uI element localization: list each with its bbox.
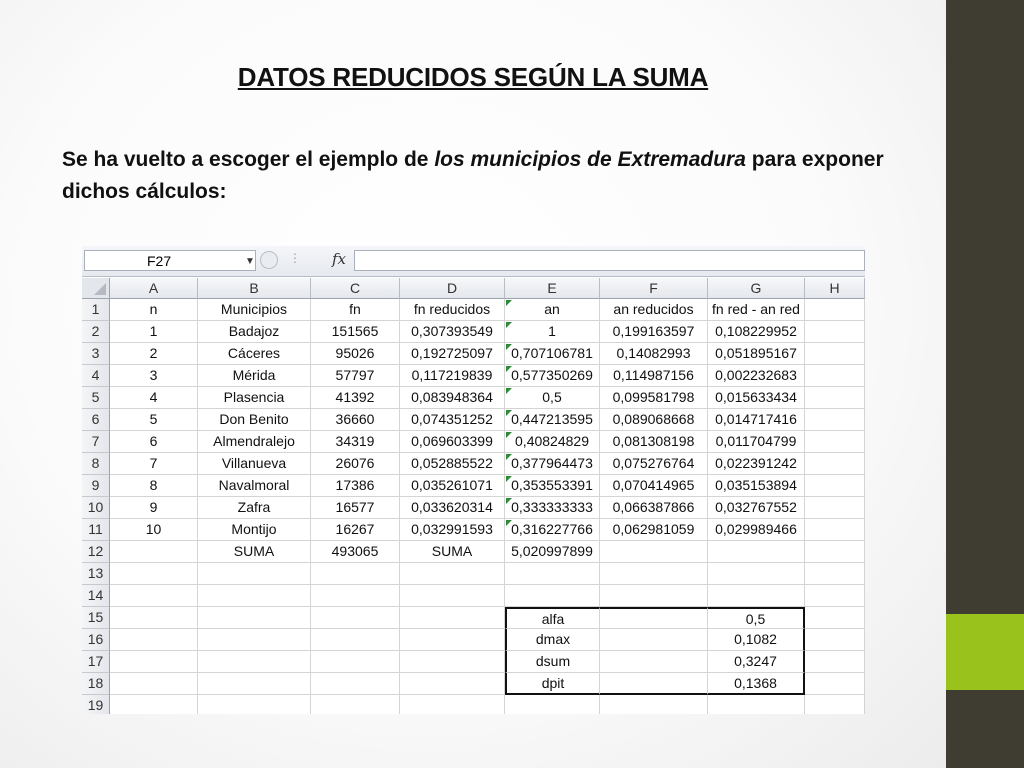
cell-e10[interactable]: 0,333333333 xyxy=(505,497,600,519)
cell-d8[interactable]: 0,052885522 xyxy=(400,453,505,475)
cell-f16[interactable] xyxy=(600,629,708,651)
cell-b9[interactable]: Navalmoral xyxy=(198,475,311,497)
error-indicator-icon xyxy=(506,388,512,394)
row-header[interactable]: 5 xyxy=(82,387,110,409)
cell-c19[interactable] xyxy=(311,695,400,714)
name-box-value: F27 xyxy=(147,253,172,269)
table-row xyxy=(82,673,865,695)
column-header-row xyxy=(82,278,865,299)
error-indicator-icon xyxy=(506,410,512,416)
resize-dots-icon: ⋮ xyxy=(289,251,301,265)
column-header-h[interactable]: H xyxy=(805,278,865,299)
row-header[interactable]: 3 xyxy=(82,343,110,365)
formula-bar xyxy=(82,246,865,277)
column-header-f[interactable]: F xyxy=(600,278,708,299)
cell-c12[interactable]: 493065 xyxy=(311,541,400,563)
insert-function-icon[interactable]: fx xyxy=(332,250,347,268)
row-header[interactable]: 7 xyxy=(82,431,110,453)
cell-b15[interactable] xyxy=(198,607,311,629)
cell-c6[interactable]: 36660 xyxy=(311,409,400,431)
table-row xyxy=(82,343,865,365)
cell-a1[interactable]: n xyxy=(110,299,198,321)
cell-d5[interactable]: 0,083948364 xyxy=(400,387,505,409)
error-indicator-icon xyxy=(506,454,512,460)
cell-c8[interactable]: 26076 xyxy=(311,453,400,475)
row-header[interactable]: 4 xyxy=(82,365,110,387)
cell-e7[interactable]: 0,40824829 xyxy=(505,431,600,453)
cell-h16[interactable] xyxy=(805,629,865,651)
cell-g11[interactable]: 0,029989466 xyxy=(708,519,805,541)
row-header[interactable]: 13 xyxy=(82,563,110,585)
cell-d18[interactable] xyxy=(400,673,505,695)
cell-b17[interactable] xyxy=(198,651,311,673)
cell-a5[interactable]: 4 xyxy=(110,387,198,409)
slide-sidebar-accent xyxy=(946,614,1024,690)
cell-h1[interactable] xyxy=(805,299,865,321)
row-header[interactable]: 9 xyxy=(82,475,110,497)
intro-text-start: Se ha vuelto a escoger el ejemplo de xyxy=(62,148,435,171)
cell-b7[interactable]: Almendralejo xyxy=(198,431,311,453)
cell-d2[interactable]: 0,307393549 xyxy=(400,321,505,343)
cell-e8[interactable]: 0,377964473 xyxy=(505,453,600,475)
cell-f19[interactable] xyxy=(600,695,708,714)
slide-intro-text xyxy=(62,144,892,208)
cell-h10[interactable] xyxy=(805,497,865,519)
column-header-a[interactable]: A xyxy=(110,278,198,299)
cell-a3[interactable]: 2 xyxy=(110,343,198,365)
cell-d4[interactable]: 0,117219839 xyxy=(400,365,505,387)
cell-e16[interactable]: dmax xyxy=(505,629,600,651)
cell-d7[interactable]: 0,069603399 xyxy=(400,431,505,453)
table-row xyxy=(82,431,865,453)
cell-e2[interactable]: 1 xyxy=(505,321,600,343)
cell-f18[interactable] xyxy=(600,673,708,695)
cell-g10[interactable]: 0,032767552 xyxy=(708,497,805,519)
cell-e1[interactable]: an xyxy=(505,299,600,321)
cell-h9[interactable] xyxy=(805,475,865,497)
cell-h5[interactable] xyxy=(805,387,865,409)
row-header[interactable]: 10 xyxy=(82,497,110,519)
row-header[interactable]: 6 xyxy=(82,409,110,431)
cell-g7[interactable]: 0,011704799 xyxy=(708,431,805,453)
cell-a10[interactable]: 9 xyxy=(110,497,198,519)
cell-b12[interactable]: SUMA xyxy=(198,541,311,563)
cell-d11[interactable]: 0,032991593 xyxy=(400,519,505,541)
row-header[interactable]: 19 xyxy=(82,695,110,714)
error-indicator-icon xyxy=(506,432,512,438)
cell-e12[interactable]: 5,020997899 xyxy=(505,541,600,563)
cell-c16[interactable] xyxy=(311,629,400,651)
cell-a16[interactable] xyxy=(110,629,198,651)
cell-e3[interactable]: 0,707106781 xyxy=(505,343,600,365)
error-indicator-icon xyxy=(506,476,512,482)
cell-b11[interactable]: Montijo xyxy=(198,519,311,541)
cell-e15[interactable]: alfa xyxy=(505,607,600,629)
cell-f11[interactable]: 0,062981059 xyxy=(600,519,708,541)
formula-bar-button[interactable] xyxy=(260,251,278,269)
cell-f5[interactable]: 0,099581798 xyxy=(600,387,708,409)
cell-f9[interactable]: 0,070414965 xyxy=(600,475,708,497)
cell-c2[interactable]: 151565 xyxy=(311,321,400,343)
table-row xyxy=(82,585,865,607)
table-row xyxy=(82,453,865,475)
table-row xyxy=(82,475,865,497)
cell-a19[interactable] xyxy=(110,695,198,714)
table-row xyxy=(82,629,865,651)
cell-b13[interactable] xyxy=(198,563,311,585)
cell-h6[interactable] xyxy=(805,409,865,431)
cell-e13[interactable] xyxy=(505,563,600,585)
cell-h2[interactable] xyxy=(805,321,865,343)
cell-h11[interactable] xyxy=(805,519,865,541)
cell-c3[interactable]: 95026 xyxy=(311,343,400,365)
cell-g15[interactable]: 0,5 xyxy=(708,607,805,629)
cell-h8[interactable] xyxy=(805,453,865,475)
cell-a2[interactable]: 1 xyxy=(110,321,198,343)
cell-b14[interactable] xyxy=(198,585,311,607)
row-header[interactable]: 18 xyxy=(82,673,110,695)
cell-g14[interactable] xyxy=(708,585,805,607)
cell-e17[interactable]: dsum xyxy=(505,651,600,673)
row-header[interactable]: 14 xyxy=(82,585,110,607)
row-header[interactable]: 16 xyxy=(82,629,110,651)
cell-f17[interactable] xyxy=(600,651,708,673)
cell-h4[interactable] xyxy=(805,365,865,387)
cell-f13[interactable] xyxy=(600,563,708,585)
cell-a18[interactable] xyxy=(110,673,198,695)
cell-g17[interactable]: 0,3247 xyxy=(708,651,805,673)
cell-c7[interactable]: 34319 xyxy=(311,431,400,453)
cell-b4[interactable]: Mérida xyxy=(198,365,311,387)
cell-d1[interactable]: fn reducidos xyxy=(400,299,505,321)
cell-g13[interactable] xyxy=(708,563,805,585)
cell-a4[interactable]: 3 xyxy=(110,365,198,387)
column-header-e[interactable]: E xyxy=(505,278,600,299)
cell-a7[interactable]: 6 xyxy=(110,431,198,453)
table-row xyxy=(82,387,865,409)
cell-f8[interactable]: 0,075276764 xyxy=(600,453,708,475)
cell-h13[interactable] xyxy=(805,563,865,585)
cell-h19[interactable] xyxy=(805,695,865,714)
row-header[interactable]: 8 xyxy=(82,453,110,475)
cell-c15[interactable] xyxy=(311,607,400,629)
name-box[interactable] xyxy=(84,250,256,271)
row-header[interactable]: 2 xyxy=(82,321,110,343)
cell-e11[interactable]: 0,316227766 xyxy=(505,519,600,541)
table-row xyxy=(82,563,865,585)
select-all-icon xyxy=(94,283,106,295)
cell-c14[interactable] xyxy=(311,585,400,607)
cell-c4[interactable]: 57797 xyxy=(311,365,400,387)
cell-b6[interactable]: Don Benito xyxy=(198,409,311,431)
cell-b5[interactable]: Plasencia xyxy=(198,387,311,409)
cell-f15[interactable] xyxy=(600,607,708,629)
cell-h7[interactable] xyxy=(805,431,865,453)
cell-e18[interactable]: dpit xyxy=(505,673,600,695)
cell-g12[interactable] xyxy=(708,541,805,563)
cell-d3[interactable]: 0,192725097 xyxy=(400,343,505,365)
cell-c5[interactable]: 41392 xyxy=(311,387,400,409)
intro-text-italic: los municipios de Extremadura xyxy=(434,148,746,171)
table-row xyxy=(82,365,865,387)
cell-d12[interactable]: SUMA xyxy=(400,541,505,563)
cell-a11[interactable]: 10 xyxy=(110,519,198,541)
cell-d19[interactable] xyxy=(400,695,505,714)
cell-h15[interactable] xyxy=(805,607,865,629)
cell-d16[interactable] xyxy=(400,629,505,651)
table-row xyxy=(82,695,865,714)
cell-d17[interactable] xyxy=(400,651,505,673)
table-row xyxy=(82,651,865,673)
select-all-corner[interactable] xyxy=(82,278,110,299)
cell-d13[interactable] xyxy=(400,563,505,585)
cell-g18[interactable]: 0,1368 xyxy=(708,673,805,695)
cell-h12[interactable] xyxy=(805,541,865,563)
slide-title: DATOS REDUCIDOS SEGÚN LA SUMA xyxy=(237,62,709,92)
cell-a9[interactable]: 8 xyxy=(110,475,198,497)
cell-g4[interactable]: 0,002232683 xyxy=(708,365,805,387)
cell-c11[interactable]: 16267 xyxy=(311,519,400,541)
cell-b8[interactable]: Villanueva xyxy=(198,453,311,475)
cell-e9[interactable]: 0,353553391 xyxy=(505,475,600,497)
cell-h18[interactable] xyxy=(805,673,865,695)
cell-c10[interactable]: 16577 xyxy=(311,497,400,519)
cell-g19[interactable] xyxy=(708,695,805,714)
cell-h3[interactable] xyxy=(805,343,865,365)
cell-b10[interactable]: Zafra xyxy=(198,497,311,519)
cell-b3[interactable]: Cáceres xyxy=(198,343,311,365)
intro-text-end: para exponer dichos cálculos: xyxy=(62,148,884,203)
cell-c1[interactable]: fn xyxy=(311,299,400,321)
column-header-d[interactable]: D xyxy=(400,278,505,299)
table-row xyxy=(82,299,865,321)
cell-f1[interactable]: an reducidos xyxy=(600,299,708,321)
cell-f12[interactable] xyxy=(600,541,708,563)
cell-g1[interactable]: fn red - an red xyxy=(708,299,805,321)
cell-d6[interactable]: 0,074351252 xyxy=(400,409,505,431)
cell-c18[interactable] xyxy=(311,673,400,695)
cell-f7[interactable]: 0,081308198 xyxy=(600,431,708,453)
cell-g8[interactable]: 0,022391242 xyxy=(708,453,805,475)
cell-a14[interactable] xyxy=(110,585,198,607)
table-row xyxy=(82,541,865,563)
cell-h17[interactable] xyxy=(805,651,865,673)
cell-g6[interactable]: 0,014717416 xyxy=(708,409,805,431)
cell-e14[interactable] xyxy=(505,585,600,607)
cell-g2[interactable]: 0,108229952 xyxy=(708,321,805,343)
cell-a17[interactable] xyxy=(110,651,198,673)
cell-g3[interactable]: 0,051895167 xyxy=(708,343,805,365)
row-header[interactable]: 15 xyxy=(82,607,110,629)
cell-h14[interactable] xyxy=(805,585,865,607)
cell-b1[interactable]: Municipios xyxy=(198,299,311,321)
cell-c17[interactable] xyxy=(311,651,400,673)
cell-e5[interactable]: 0,5 xyxy=(505,387,600,409)
cell-d14[interactable] xyxy=(400,585,505,607)
cell-g5[interactable]: 0,015633434 xyxy=(708,387,805,409)
error-indicator-icon xyxy=(506,498,512,504)
table-row xyxy=(82,607,865,629)
cell-a13[interactable] xyxy=(110,563,198,585)
error-indicator-icon xyxy=(506,300,512,306)
chevron-down-icon[interactable]: ▼ xyxy=(245,256,255,267)
error-indicator-icon xyxy=(506,366,512,372)
cell-b2[interactable]: Badajoz xyxy=(198,321,311,343)
spreadsheet-screenshot xyxy=(82,246,865,714)
error-indicator-icon xyxy=(506,520,512,526)
table-row xyxy=(82,321,865,343)
cell-g9[interactable]: 0,035153894 xyxy=(708,475,805,497)
table-row xyxy=(82,519,865,541)
formula-input[interactable] xyxy=(354,250,865,271)
column-header-g[interactable]: G xyxy=(708,278,805,299)
cell-f6[interactable]: 0,089068668 xyxy=(600,409,708,431)
row-header[interactable]: 1 xyxy=(82,299,110,321)
cell-d15[interactable] xyxy=(400,607,505,629)
cell-a15[interactable] xyxy=(110,607,198,629)
error-indicator-icon xyxy=(506,322,512,328)
error-indicator-icon xyxy=(506,344,512,350)
table-row xyxy=(82,409,865,431)
row-header[interactable]: 17 xyxy=(82,651,110,673)
cell-a12[interactable] xyxy=(110,541,198,563)
cell-f10[interactable]: 0,066387866 xyxy=(600,497,708,519)
cell-e4[interactable]: 0,577350269 xyxy=(505,365,600,387)
row-header[interactable]: 12 xyxy=(82,541,110,563)
cell-c9[interactable]: 17386 xyxy=(311,475,400,497)
row-header[interactable]: 11 xyxy=(82,519,110,541)
cell-d9[interactable]: 0,035261071 xyxy=(400,475,505,497)
cell-f4[interactable]: 0,114987156 xyxy=(600,365,708,387)
cell-a8[interactable]: 7 xyxy=(110,453,198,475)
cell-a6[interactable]: 5 xyxy=(110,409,198,431)
table-row xyxy=(82,497,865,519)
cell-f14[interactable] xyxy=(600,585,708,607)
column-header-b[interactable]: B xyxy=(198,278,311,299)
cell-c13[interactable] xyxy=(311,563,400,585)
cell-g16[interactable]: 0,1082 xyxy=(708,629,805,651)
cell-e19[interactable] xyxy=(505,695,600,714)
cell-f3[interactable]: 0,14082993 xyxy=(600,343,708,365)
cell-e6[interactable]: 0,447213595 xyxy=(505,409,600,431)
cell-f2[interactable]: 0,199163597 xyxy=(600,321,708,343)
cell-b16[interactable] xyxy=(198,629,311,651)
cell-b18[interactable] xyxy=(198,673,311,695)
cell-d10[interactable]: 0,033620314 xyxy=(400,497,505,519)
column-header-c[interactable]: C xyxy=(311,278,400,299)
cell-b19[interactable] xyxy=(198,695,311,714)
